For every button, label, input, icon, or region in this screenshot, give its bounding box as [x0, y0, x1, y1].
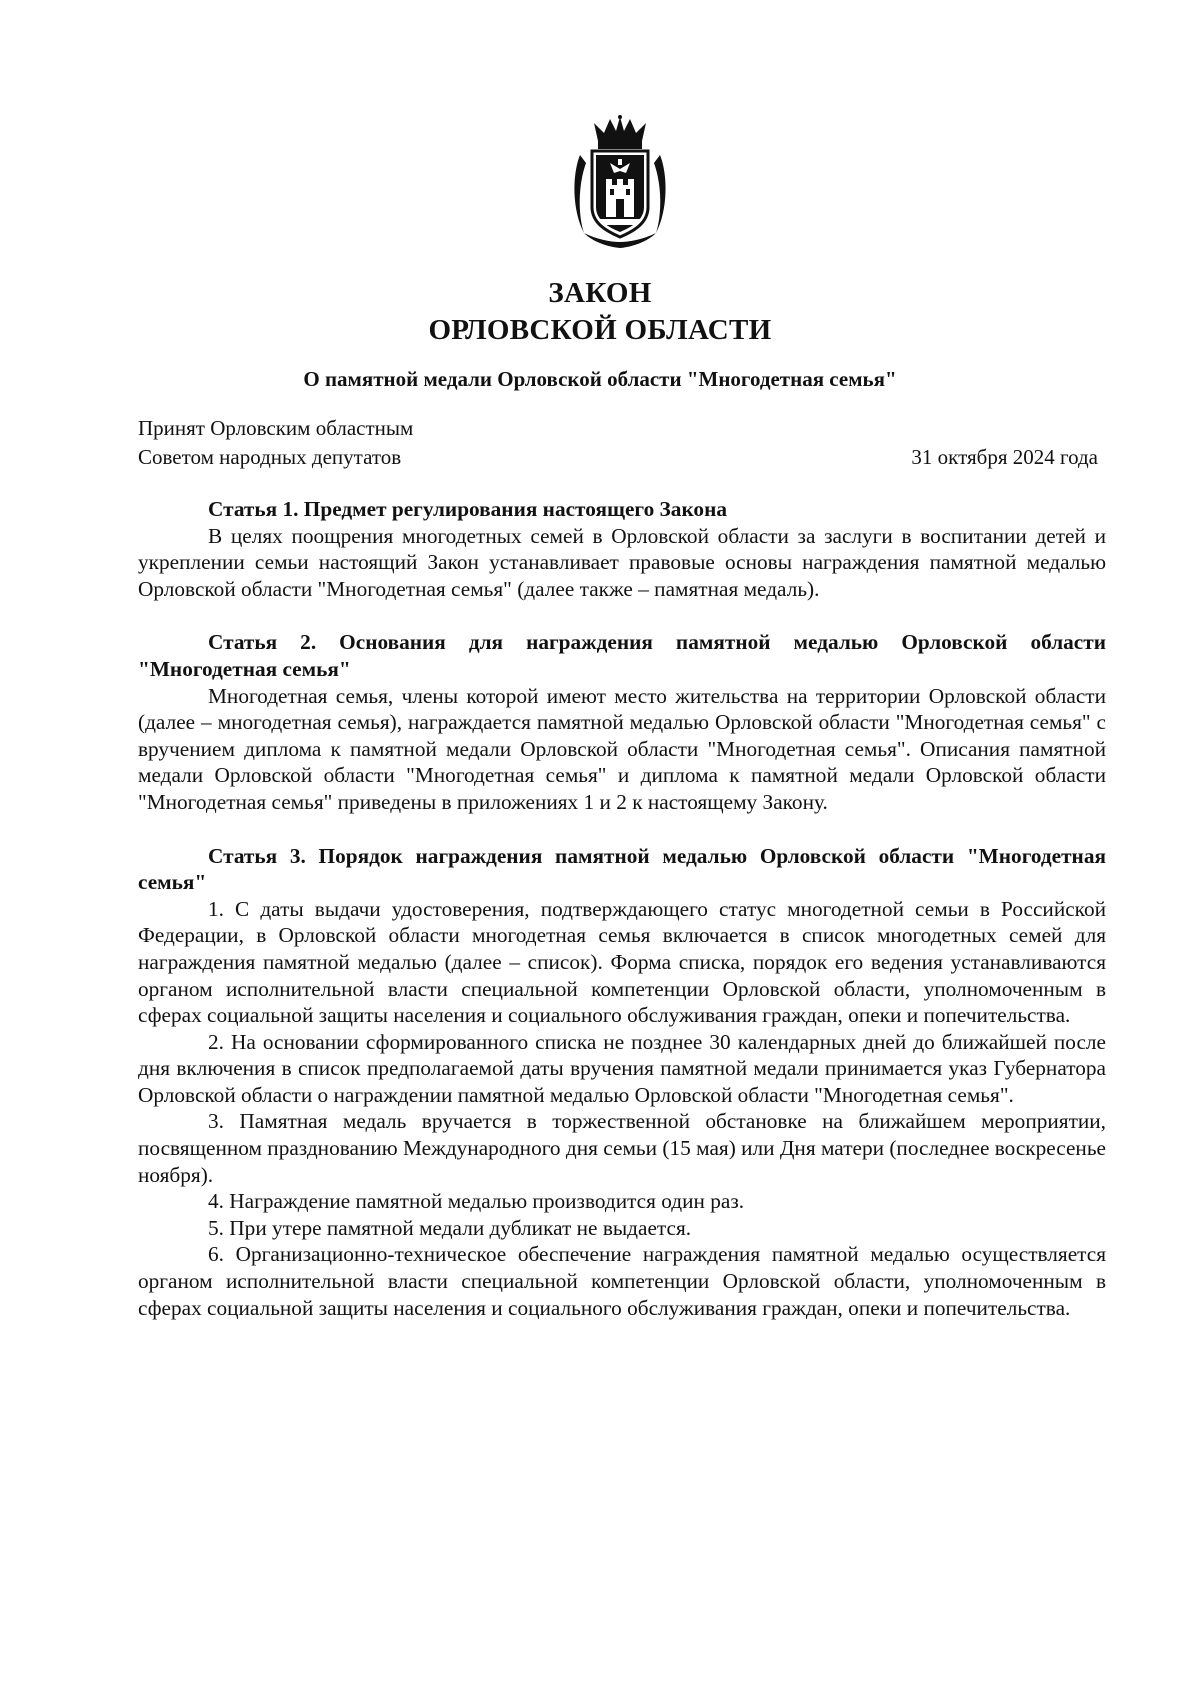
article-paragraph: 3. Памятная медаль вручается в торжественной обстановке на ближайшем мероприятии, посвященном празднованию Международного дня семьи (15 мая) или Дня матери (последнее воскресенье ноября). [138, 1109, 1106, 1187]
article-title: Статья 3. Порядок награждения памятной медалью Орловской области "Многодетная семья" [138, 843, 1106, 895]
title-line-region: ОРЛОВСКОЙ ОБЛАСТИ [428, 314, 772, 346]
article-paragraph: 5. При утере памятной медали дубликат не выдается. [208, 1215, 692, 1240]
adopted-line-2: Советом народных депутатов [138, 445, 402, 469]
article-paragraph: 4. Награждение памятной медалью производится один раз. [208, 1189, 745, 1214]
title-line-law: ЗАКОН [548, 277, 652, 309]
article-1 [138, 496, 1106, 602]
article-paragraph: 2. На основании сформированного списка не позднее 30 календарных дней до ближайшей после дня включения в список предполагаемой даты вручения памятной медали принимается указ Губернатора Орловской области о награждении памятной медалью Орловской области "Многодетная семья". [138, 1029, 1106, 1107]
law-title [0, 275, 1200, 349]
article-paragraph: Многодетная семья, члены которой имеют место жительства на территории Орловской области (далее – многодетная семья), награждается памятной медалью Орловской области "Многодетная семья" с вручением диплома к памятной медали Орловской области "Многодетная семья". Описания памятной медали Орловской области "Многодетная семья" и диплома к памятной медали Орловской области "Многодетная семья" приведены в приложениях 1 и 2 к настоящему Закону. [138, 683, 1106, 814]
article-2 [138, 629, 1106, 815]
adopted-line-1: Принят Орловским областным [138, 416, 414, 440]
article-title: Статья 1. Предмет регулирования настоящего Закона [208, 497, 727, 521]
article-3 [138, 843, 1106, 1322]
article-title: Статья 2. Основания для награждения памятной медалью Орловской области "Многодетная семья" [138, 630, 1106, 681]
article-paragraph: В целях поощрения многодетных семей в Орловской области за заслуги в воспитании детей и укреплении семьи настоящий Закон устанавливает правовые основы награждения памятной медалью Орловской области "Многодетная семья" (далее также – памятная медаль). [138, 523, 1106, 601]
article-paragraph: 6. Организационно-техническое обеспечение награждения памятной медалью осуществляется органом исполнительной власти специальной компетенции Орловской области, уполномоченным в сферах социальной защиты населения и социального обслуживания граждан, опеки и попечительства. [138, 1242, 1106, 1320]
adoption-date: 31 октября 2024 года [911, 445, 1098, 469]
adoption-block [138, 414, 1098, 472]
article-paragraph: 1. С даты выдачи удостоверения, подтверждающего статус многодетной семьи в Российской Федерации, в Орловской области многодетная семья включается в список многодетных семей для награждения памятной медалью (далее – список). Форма списка, порядок его ведения устанавливаются органом исполнительной власти специальной компетенции Орловской области, уполномоченным в сферах социальной защиты населения и социального обслуживания граждан, опеки и попечительства. [138, 896, 1106, 1028]
law-body [138, 496, 1106, 1321]
oryol-oblast-coat-of-arms-icon [570, 115, 670, 250]
law-subtitle: О памятной медали Орловской области "Многодетная семья" [303, 367, 897, 391]
